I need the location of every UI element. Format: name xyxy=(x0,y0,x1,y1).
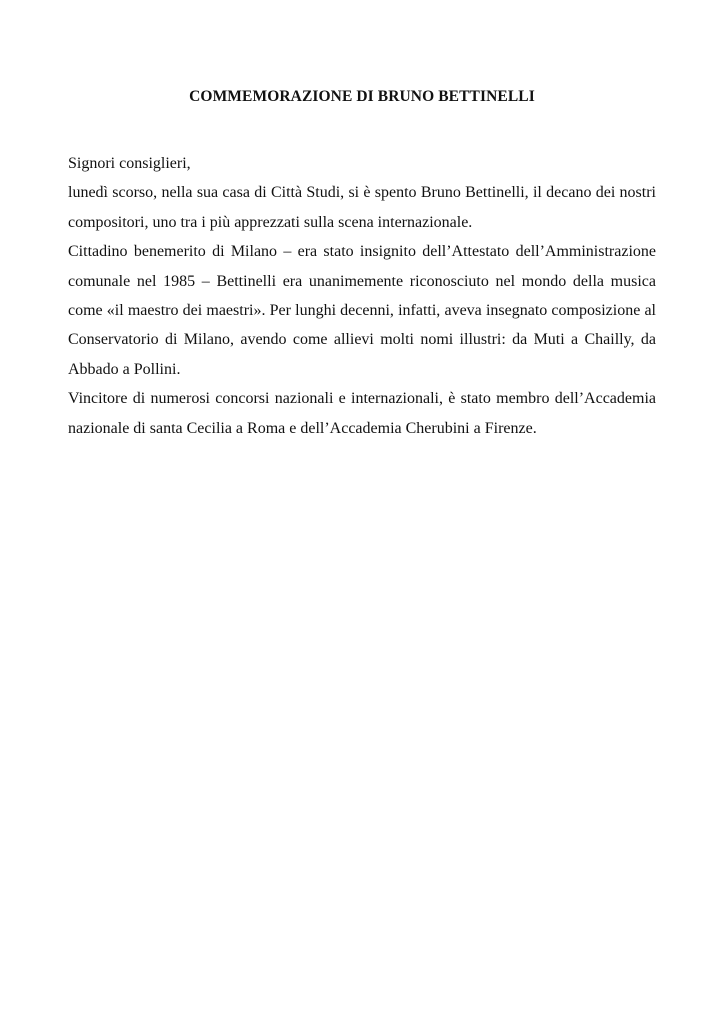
document-title: COMMEMORAZIONE DI BRUNO BETTINELLI xyxy=(189,88,535,105)
paragraph-3: Vincitore di numerosi concorsi nazionali e internazionali, è stato membro dell’Accademia nazionale di santa Cecilia a Roma e dell’Accademia Cherubini a Firenze. xyxy=(68,390,656,437)
paragraph-2: Cittadino benemerito di Milano – era stato insignito dell’Attestato dell’Amministrazione comunale nel 1985 – Bettinelli era unanimemente riconosciuto nel mondo della musica come «il maestro dei maestri». Per lunghi decenni, infatti, aveva insegnato composizione al Conservatorio di Milano, avendo come allievi molti nomi illustri: da Muti a Chailly, da Abbado a Pollini. xyxy=(68,243,656,378)
document-body xyxy=(68,149,656,443)
salutation: Signori consiglieri, xyxy=(68,155,191,172)
paragraph-1: lunedì scorso, nella sua casa di Città Studi, si è spento Bruno Bettinelli, il decano dei nostri compositori, uno tra i più apprezzati sulla scena internazionale. xyxy=(68,184,656,231)
